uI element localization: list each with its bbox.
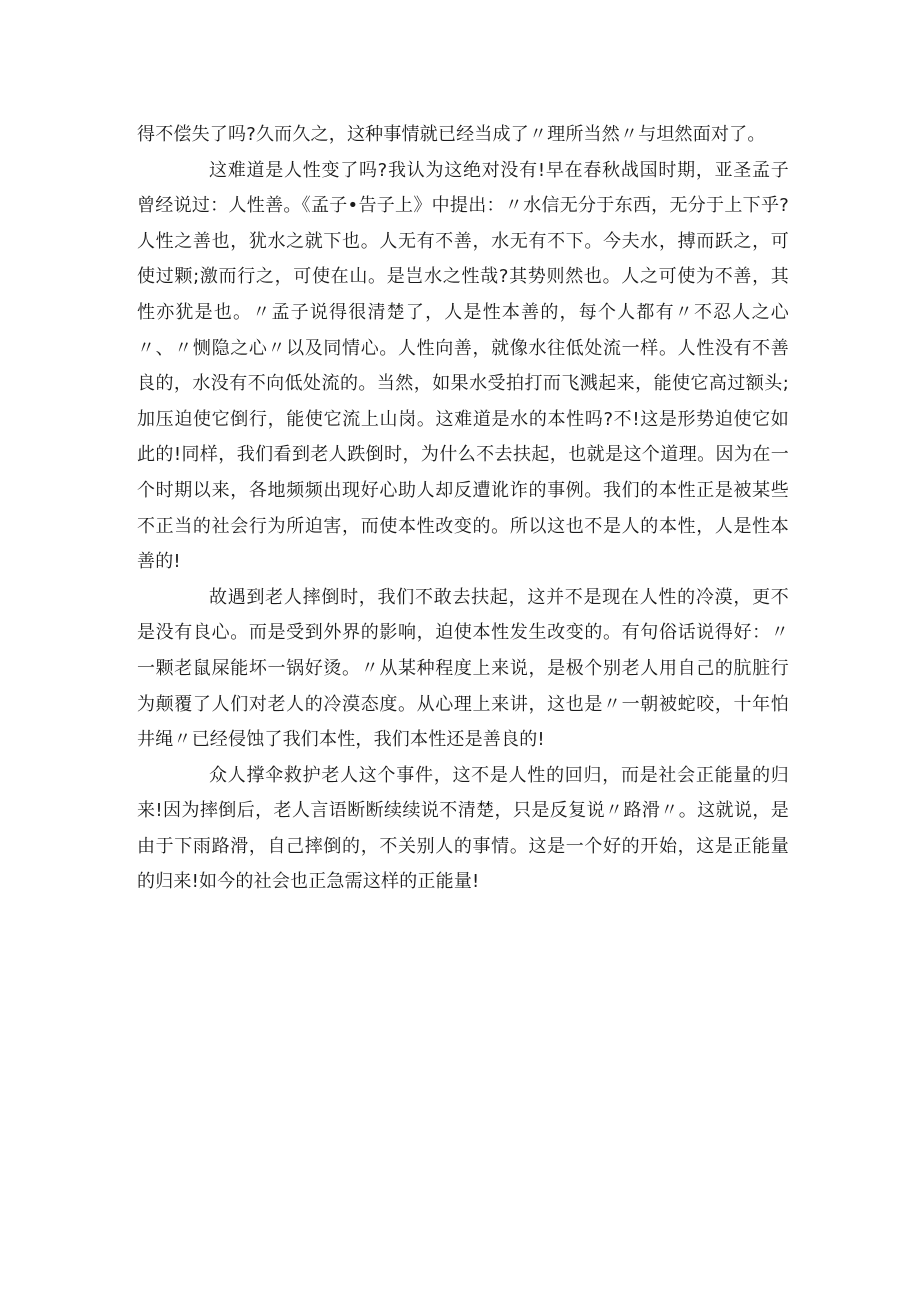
paragraph-positive-energy: 众人撑伞救护老人这个事件，这不是人性的回归，而是社会正能量的归来!因为摔倒后，老人言语断断续续说不清楚，只是反复说〃路滑〃。这就说，是由于下雨路滑，自己摔倒的，不关别人的事情。这是一个好的开始，这是正能量的归来!如今的社会也正急需这样的正能量! (137, 764, 789, 893)
paragraph-human-nature: 这难道是人性变了吗?我认为这绝对没有!早在春秋战国时期，亚圣孟子曾经说过：人性善。《孟子•告子上》中提出：〃水信无分于东西，无分于上下乎?人性之善也，犹水之就下也。人无有不善，水无有不下。今夫水，搏而跃之，可使过颗;激而行之，可使在山。是岂水之性哉?其势则然也。人之可使为不善，其性亦犹是也。〃孟子说得很清楚了，人是性本善的，每个人都有〃不忍人之心〃、〃恻隐之心〃以及同情心。人性向善，就像水往低处流一样。人性没有不善良的，水没有不向低处流的。当然，如果水受拍打而飞溅起来，能使它高过额头;加压迫使它倒行，能使它流上山岗。这难道是水的本性吗?不!这是形势迫使它如此的!同样，我们看到老人跌倒时，为什么不去扶起，也就是这个道理。因为在一个时期以来，各地频频出现好心助人却反遭讹诈的事例。我们的本性正是被某些不正当的社会行为所迫害，而使本性改变的。所以这也不是人的本性，人是性本善的! (137, 159, 789, 573)
paragraph-continuation: 得不偿失了吗?久而久之，这种事情就已经当成了〃理所当然〃与坦然面对了。 (137, 124, 766, 145)
paragraph-elderly-fall: 故遇到老人摔倒时，我们不敢去扶起，这并不是现在人性的冷漠，更不是没有良心。而是受到外界的影响，迫使本性发生改变的。有句俗话说得好：〃一颗老鼠屎能坏一锅好烫。〃从某种程度上来说，是极个别老人用自己的肮脏行为颠覆了人们对老人的冷漠态度。从心理上来讲，这也是〃一朝被蛇咬，十年怕井绳〃已经侵蚀了我们本性，我们本性还是善良的! (137, 586, 789, 751)
document-body (137, 117, 789, 900)
